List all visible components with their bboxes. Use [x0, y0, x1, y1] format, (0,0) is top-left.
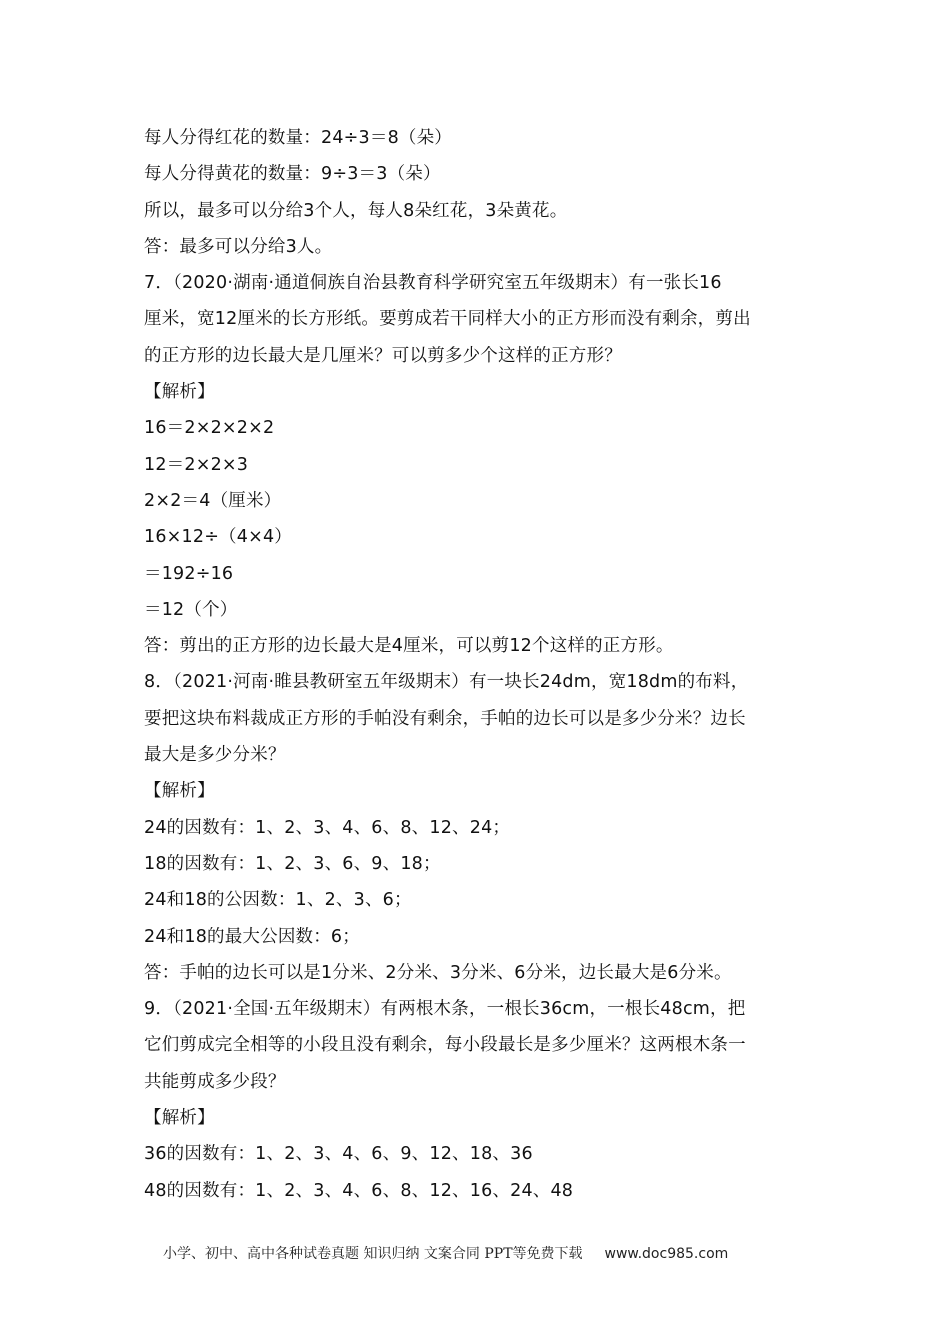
analysis-heading: 【解析】	[144, 1108, 215, 1129]
text-line: 12＝2×2×3	[144, 454, 249, 475]
question-9-line: 它们剪成完全相等的小段且没有剩余，每小段最长是多少厘米？这两根木条一	[144, 1035, 746, 1056]
text-line: 24和18的最大公因数：6；	[144, 926, 360, 947]
question-7-line: 7．（2020·湖南·通道侗族自治县教育科学研究室五年级期末）有一张长16	[144, 273, 722, 294]
question-8-line: 要把这块布料裁成正方形的手帕没有剩余，手帕的边长可以是多少分米？边长	[144, 708, 746, 729]
footer-url-link[interactable]: www.doc985.com	[604, 1246, 729, 1262]
text-line: 2×2＝4（厘米）	[144, 490, 282, 511]
text-line: 24的因数有：1、2、3、4、6、8、12、24；	[144, 817, 511, 838]
question-9-line: 9．（2021·全国·五年级期末）有两根木条，一根长36cm，一根长48cm，把	[144, 999, 746, 1020]
question-9-line: 共能剪成多少段？	[144, 1071, 286, 1092]
answer-line: 答：剪出的正方形的边长最大是4厘米，可以剪12个这样的正方形。	[144, 636, 674, 657]
question-7-line: 厘米，宽12厘米的长方形纸。要剪成若干同样大小的正方形而没有剩余，剪出	[144, 309, 751, 330]
text-line: ＝12（个）	[144, 599, 238, 620]
text-line: 每人分得黄花的数量：9÷3＝3（朵）	[144, 164, 441, 185]
text-line: 每人分得红花的数量：24÷3＝8（朵）	[144, 128, 452, 148]
text-line: 36的因数有：1、2、3、4、6、9、12、18、36	[144, 1144, 533, 1165]
question-7-line: 的正方形的边长最大是几厘米？可以剪多少个这样的正方形？	[144, 345, 622, 366]
text-line: ＝192÷16	[144, 563, 234, 584]
question-8-line: 8．（2021·河南·睢县教研室五年级期末）有一块长24dm，宽18dm的布料，	[144, 672, 749, 693]
text-line: 18的因数有：1、2、3、6、9、18；	[144, 853, 441, 874]
analysis-heading: 【解析】	[144, 781, 215, 802]
text-line: 48的因数有：1、2、3、4、6、8、12、16、24、48	[144, 1180, 574, 1201]
answer-line: 答：最多可以分给3人。	[144, 236, 333, 257]
question-8-line: 最大是多少分米？	[144, 745, 286, 766]
text-line: 16×12÷（4×4）	[144, 527, 292, 548]
text-line: 16＝2×2×2×2	[144, 418, 275, 439]
page-footer	[163, 1243, 803, 1263]
text-line: 24和18的公因数：1、2、3、6；	[144, 890, 412, 911]
answer-line: 答：手帕的边长可以是1分米、2分米、3分米、6分米，边长最大是6分米。	[144, 962, 732, 983]
document-body	[144, 120, 824, 1209]
analysis-heading: 【解析】	[144, 382, 215, 403]
text-line: 所以，最多可以分给3个人，每人8朵红花，3朵黄花。	[144, 200, 568, 221]
footer-text: 小学、初中、高中各种试卷真题 知识归纳 文案合同 PPT等免费下载	[163, 1246, 583, 1262]
